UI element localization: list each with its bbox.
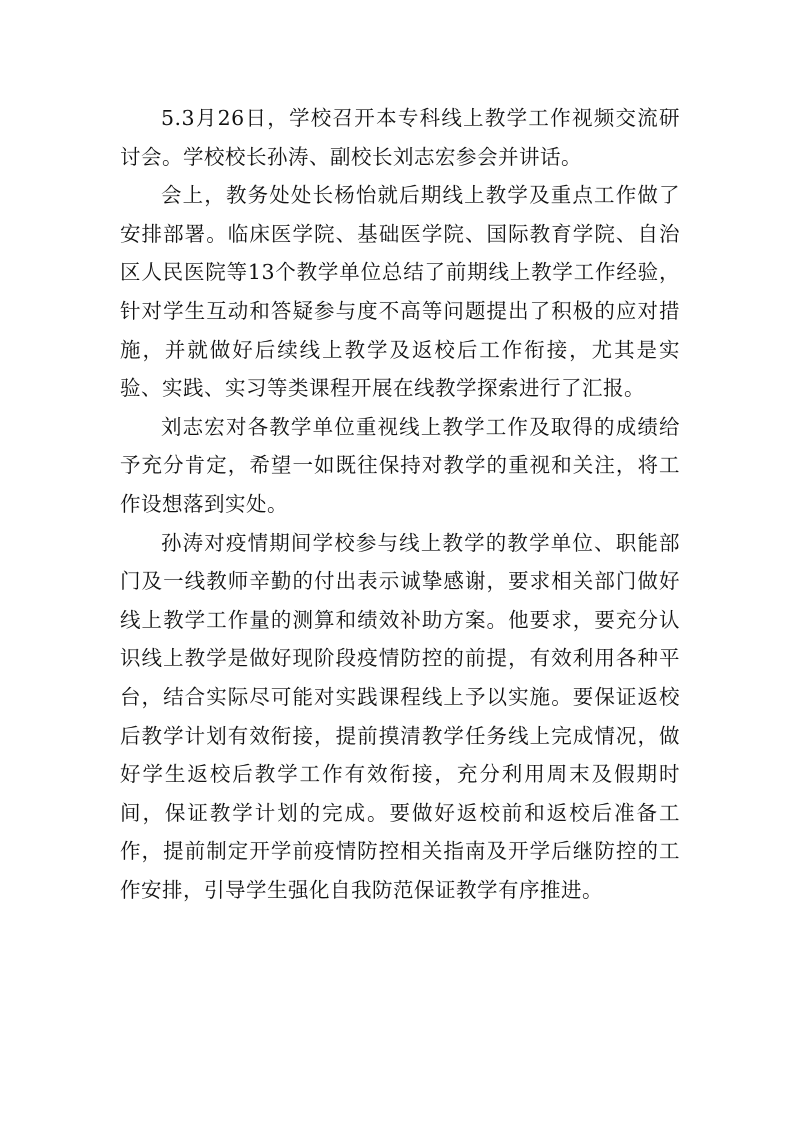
document-body <box>120 99 680 909</box>
paragraph-meeting-summary: 5.3月26日，学校召开本专科线上教学工作视频交流研讨会。学校校长孙涛、副校长刘志宏参会并讲话。 <box>120 106 680 169</box>
paragraph-deployment-report: 会上，教务处处长杨怡就后期线上教学及重点工作做了安排部署。临床医学院、基础医学院、国际教育学院、自治区人民医院等13个教学单位总结了前期线上教学工作经验，针对学生互动和答疑参与度不高等问题提出了积极的应对措施，并就做好后续线上教学及返校后工作衔接，尤其是实验、实践、实习等类课程开展在线教学探索进行了汇报。 <box>120 183 680 401</box>
paragraph-vice-president-remarks: 刘志宏对各教学单位重视线上教学工作及取得的成绩给予充分肯定，希望一如既往保持对教学的重视和关注，将工作设想落到实处。 <box>120 414 680 516</box>
paragraph-president-remarks: 孙涛对疫情期间学校参与线上教学的教学单位、职能部门及一线教师辛勤的付出表示诚挚感谢，要求相关部门做好线上教学工作量的测算和绩效补助方案。他要求，要充分认识线上教学是做好现阶段疫情防控的前提，有效利用各种平台，结合实际尽可能对实践课程线上予以实施。要保证返校后教学计划有效衔接，提前摸清教学任务线上完成情况，做好学生返校后教学工作有效衔接，充分利用周末及假期时间，保证教学计划的完成。要做好返校前和返校后准备工作，提前制定开学前疫情防控相关指南及开学后继防控的工作安排，引导学生强化自我防范保证教学有序推进。 <box>120 530 680 902</box>
